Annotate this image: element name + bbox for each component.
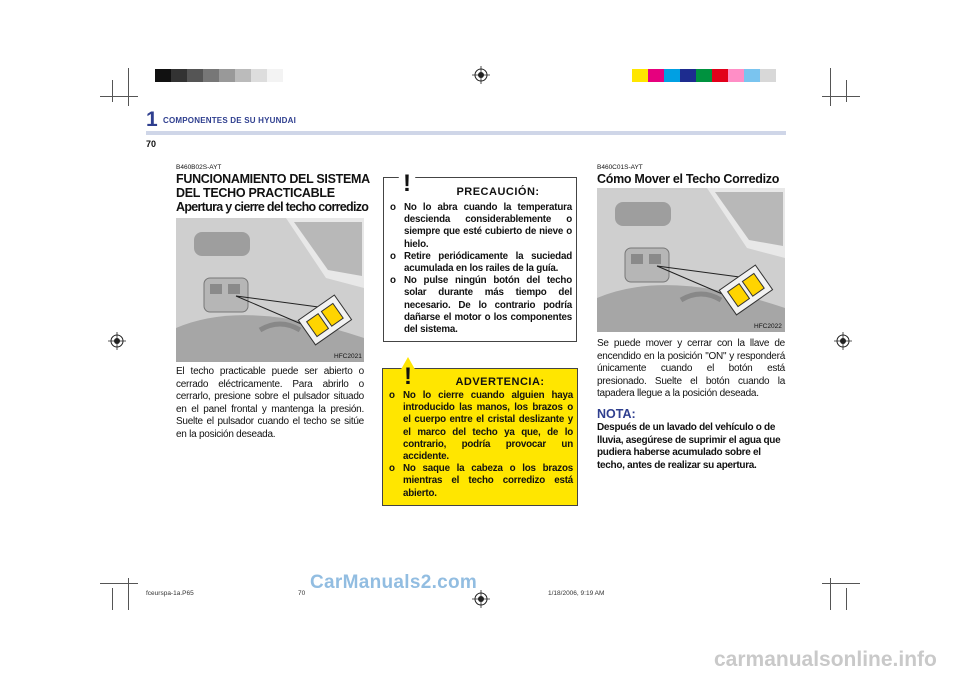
crop-mark-bl-h — [100, 583, 138, 584]
crop-mark-bl-v2 — [112, 588, 113, 610]
calibration-swatch — [187, 69, 203, 82]
caution-title: PRECAUCIÓN: — [456, 186, 540, 198]
heading-line: FUNCIONAMIENTO DEL SISTEMA — [176, 172, 370, 186]
calibration-swatch — [251, 69, 267, 82]
crop-mark-tr-v2 — [846, 80, 847, 102]
registration-target-icon — [472, 66, 490, 84]
exclamation-triangle-icon — [389, 163, 425, 195]
crop-mark-tr-v — [830, 68, 831, 106]
caution-box — [383, 177, 577, 342]
exclamation-triangle-icon — [390, 356, 426, 388]
list-item: o No saque la cabeza o los brazos mientras el techo corredizo está abierto. — [389, 463, 573, 499]
section-heading — [176, 172, 371, 214]
sunroof-switch-photo — [597, 188, 785, 332]
crop-mark-tr-h — [822, 96, 860, 97]
calibration-swatch — [728, 69, 744, 82]
crop-mark-tl-v2 — [112, 80, 113, 102]
calibration-swatch — [696, 69, 712, 82]
footer-page: 70 — [298, 590, 306, 597]
note-title: NOTA: — [597, 407, 636, 421]
note-body: Después de un lavado del vehículo o de lluvia, asegúrese de suprimir el agua que pudiera haberse acumulado sobre el techo, antes de realizar su apertura. — [597, 422, 781, 471]
svg-text:!: ! — [403, 170, 411, 195]
calibration-swatch — [712, 69, 728, 82]
crop-mark-tl-v — [128, 68, 129, 106]
figure-code: HFC2021 — [334, 353, 362, 360]
color-calibration-bar — [632, 69, 776, 82]
list-item: o No lo abra cuando la temperatura descienda considerablemente o siempre que esté cubierto de nieve o hielo. — [390, 202, 572, 250]
caution-list — [388, 202, 572, 336]
calibration-swatch — [760, 69, 776, 82]
calibration-swatch — [155, 69, 171, 82]
section-heading: Cómo Mover el Techo Corredizo — [597, 172, 780, 186]
figure-code: HFC2022 — [754, 323, 782, 330]
crop-mark-tl-h — [100, 96, 138, 97]
section-number: 1 — [146, 108, 158, 131]
list-item: o No lo cierre cuando alguien haya introducido las manos, los brazos o el cuerpo entre el cristal deslizante y el marco del techo ya que, de lo contrario, podría provocar un accidente. — [389, 390, 573, 463]
crop-mark-br-h — [822, 583, 860, 584]
page-number: 70 — [146, 139, 157, 149]
grayscale-calibration-bar — [155, 69, 283, 82]
list-item: o Retire periódicamente la suciedad acumulada en los railes de la guía. — [390, 250, 572, 275]
site-watermark: carmanualsonline.info — [714, 648, 937, 671]
calibration-swatch — [744, 69, 760, 82]
sunroof-switch-photo — [176, 218, 364, 362]
sunroof-switch-illustration — [176, 218, 364, 362]
calibration-swatch — [171, 69, 187, 82]
heading-line: Apertura y cierre del techo corredizo — [176, 200, 369, 214]
calibration-swatch — [680, 69, 696, 82]
calibration-swatch — [664, 69, 680, 82]
body-paragraph: Se puede mover y cerrar con la llave de encendido en la posición "ON" y responderá únicamente cuando el botón está presionado. Suelte el botón cuando la tapadera llegue a la posición deseada. — [597, 338, 785, 400]
calibration-swatch — [203, 69, 219, 82]
watermark-logo: CarManuals2.com — [310, 572, 478, 593]
sunroof-switch-illustration — [597, 188, 785, 332]
crop-mark-br-v2 — [846, 588, 847, 610]
calibration-swatch — [267, 69, 283, 82]
warning-title: ADVERTENCIA: — [455, 376, 545, 388]
list-item: o No pulse ningún botón del techo solar durante más tiempo del necesario. De lo contrario podría dañarse el motor o los componentes del sistema. — [390, 275, 572, 336]
heading-line: DEL TECHO PRACTICABLE — [176, 186, 335, 200]
calibration-swatch — [219, 69, 235, 82]
calibration-swatch — [235, 69, 251, 82]
warning-list — [387, 390, 573, 500]
calibration-swatch — [632, 69, 648, 82]
header-band — [146, 131, 786, 135]
svg-text:!: ! — [404, 363, 412, 388]
section-title: COMPONENTES DE SU HYUNDAI — [163, 116, 297, 125]
registration-target-icon — [108, 332, 126, 350]
footer-datetime: 1/18/2006, 9:19 AM — [548, 590, 605, 597]
section-code: B460C01S-AYT — [597, 164, 643, 171]
warning-box — [382, 368, 578, 506]
section-code: B460B02S-AYT — [176, 164, 222, 171]
registration-target-icon — [834, 332, 852, 350]
body-paragraph: El techo practicable puede ser abierto o cerrado eléctricamente. Para abrirlo o cerrarlo, presione sobre el pulsador situado en el panel frontal y mantenga la presión. Suelte el pulsador cuando el techo se sitúe en la posición deseada. — [176, 366, 364, 440]
footer-file: fceurspa-1a.P65 — [146, 590, 194, 597]
calibration-swatch — [648, 69, 664, 82]
